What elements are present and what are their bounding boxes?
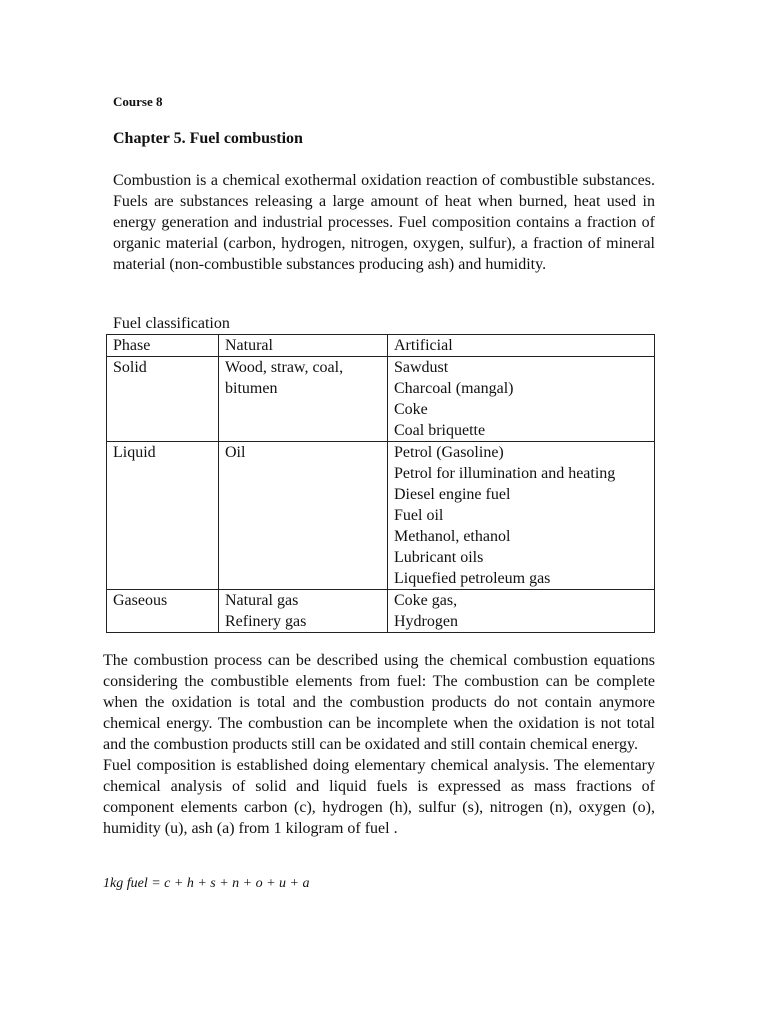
fuel-classification-table bbox=[106, 334, 655, 633]
combustion-process-paragraph: The combustion process can be described using the chemical combustion equations considering the combustible elements from fuel: The combustion can be complete when the oxidation is total and the combustion products do not contain anymore chemical energy. The combustion can be incomplete when the oxidation is not total and the combustion products still can be oxidated and still contain chemical energy. bbox=[103, 652, 655, 753]
cell-phase: Liquid bbox=[107, 442, 219, 590]
header-phase: Phase bbox=[107, 335, 219, 357]
cell-line: Lubricant oils bbox=[394, 549, 484, 566]
table-row bbox=[107, 442, 655, 590]
cell-natural bbox=[219, 442, 388, 590]
cell-line: Petrol (Gasoline) bbox=[394, 444, 504, 461]
cell-artificial bbox=[388, 357, 655, 442]
cell-line: Wood, straw, coal, bbox=[225, 359, 344, 376]
cell-artificial bbox=[388, 442, 655, 590]
cell-line: Oil bbox=[225, 444, 246, 461]
cell-line: bitumen bbox=[225, 380, 278, 397]
cell-line: Refinery gas bbox=[225, 613, 307, 630]
cell-line: Natural gas bbox=[225, 592, 299, 609]
cell-line: Coke gas, bbox=[394, 592, 458, 609]
table-header-row bbox=[107, 335, 655, 357]
cell-line: Hydrogen bbox=[394, 613, 458, 630]
cell-natural bbox=[219, 590, 388, 633]
cell-line: Fuel oil bbox=[394, 507, 444, 524]
table-row bbox=[107, 357, 655, 442]
cell-natural bbox=[219, 357, 388, 442]
cell-line: Petrol for illumination and heating bbox=[394, 465, 616, 482]
intro-paragraph: Combustion is a chemical exothermal oxidation reaction of combustible substances. Fuels are substances releasing a large amount of heat when burned, heat used in energy generation and industrial processes. Fuel composition contains a fraction of organic material (carbon, hydrogen, nitrogen, oxygen, sulfur), a fraction of mineral material (non-combustible substances producing ash) and humidity. bbox=[113, 172, 655, 273]
cell-phase: Gaseous bbox=[107, 590, 219, 633]
table-caption: Fuel classification bbox=[113, 315, 230, 332]
table-row bbox=[107, 590, 655, 633]
body-text bbox=[103, 650, 655, 839]
cell-line: Charcoal (mangal) bbox=[394, 380, 514, 397]
cell-line: Liquefied petroleum gas bbox=[394, 570, 551, 587]
cell-line: Diesel engine fuel bbox=[394, 486, 511, 503]
cell-line: Coke bbox=[394, 401, 428, 418]
fuel-formula: 1kg fuel = c + h + s + n + o + u + a bbox=[103, 876, 310, 891]
header-natural: Natural bbox=[219, 335, 388, 357]
cell-artificial bbox=[388, 590, 655, 633]
course-label: Course 8 bbox=[113, 94, 163, 109]
fuel-composition-paragraph: Fuel composition is established doing elementary chemical analysis. The elementary chemical analysis of solid and liquid fuels is expressed as mass fractions of component elements carbon (c), hydrogen (h), sulfur (s), nitrogen (n), oxygen (o), humidity (u), ash (a) from 1 kilogram of fuel . bbox=[103, 757, 655, 837]
cell-line: Sawdust bbox=[394, 359, 449, 376]
cell-phase: Solid bbox=[107, 357, 219, 442]
chapter-title: Chapter 5. Fuel combustion bbox=[113, 130, 303, 147]
header-artificial: Artificial bbox=[388, 335, 655, 357]
cell-line: Coal briquette bbox=[394, 422, 486, 439]
cell-line: Methanol, ethanol bbox=[394, 528, 511, 545]
